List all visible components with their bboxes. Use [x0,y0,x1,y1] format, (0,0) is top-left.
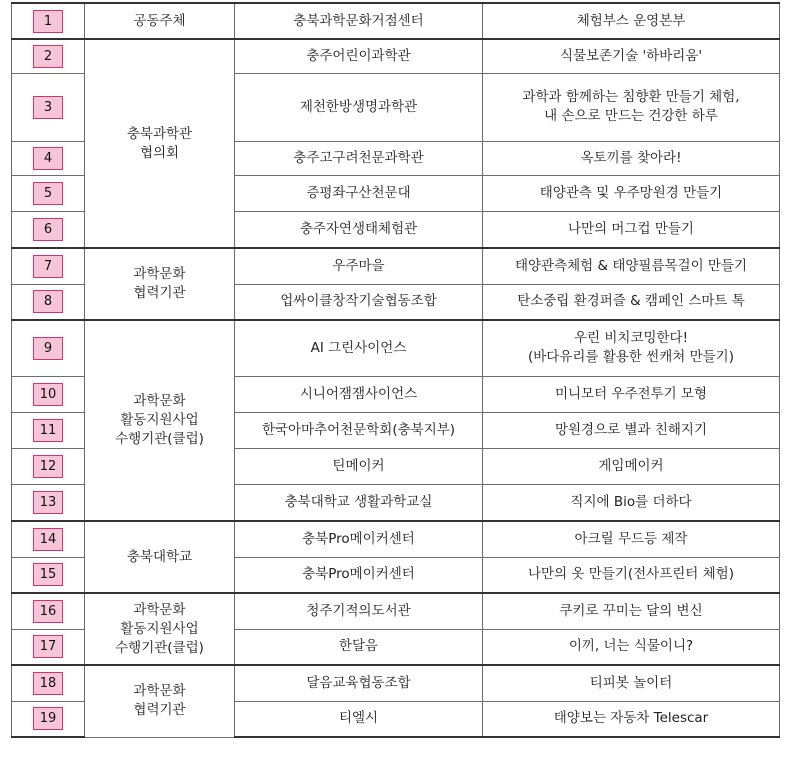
row-number-badge: 16 [33,600,63,623]
category-label: 활동지원사업 [120,412,199,428]
row-number-badge: 12 [33,455,63,478]
row-number-badge: 14 [33,528,63,551]
row-number-cell [12,557,85,593]
organization-cell: 충북과학문화거점센터 [235,3,483,39]
category-label: 협력기관 [133,285,186,301]
program-cell: 망원경으로 별과 친해지기 [483,412,780,448]
program-cell: 태양보는 자동차 Telescar [483,701,780,737]
category-cell [85,39,235,248]
program-cell: 쿠키로 꾸미는 달의 변신 [483,593,780,629]
row-number-cell [12,3,85,39]
category-label: 공동주체 [133,12,186,29]
table-row [12,39,780,73]
organization-cell: AI 그린사이언스 [235,320,483,376]
organization-cell: 제천한방생명과학관 [235,73,483,141]
program-cell [483,320,780,376]
program-cell: 태양관측체험 & 태양필름목걸이 만들기 [483,248,780,284]
category-label: 수행기관(클럽) [115,639,204,656]
organization-cell: 업싸이클창작기술협동조합 [235,284,483,320]
row-number-cell [12,665,85,701]
program-cell: 태양관측 및 우주망원경 만들기 [483,175,780,211]
category-label: 과학문화 [133,601,186,618]
program-cell: 티피봇 놀이터 [483,665,780,701]
organization-cell: 한달음 [235,629,483,665]
organization-cell: 증평좌구산천문대 [235,175,483,211]
program-table [11,2,780,738]
row-number-badge: 5 [33,182,63,205]
row-number-badge: 2 [33,45,63,68]
row-number-badge: 4 [33,147,63,170]
organization-cell: 시니어잼잼사이언스 [235,376,483,412]
row-number-cell [12,320,85,376]
organization-cell: 우주마을 [235,248,483,284]
row-number-badge: 13 [33,491,63,514]
program-cell: 탄소중립 환경퍼즐 & 캠페인 스마트 톡 [483,284,780,320]
row-number-cell [12,73,85,141]
row-number-cell [12,175,85,211]
table-row [12,593,780,629]
organization-cell: 충주고구려천문과학관 [235,141,483,175]
program-line: 내 손으로 만드는 건강한 하루 [544,108,718,124]
program-cell: 체험부스 운영본부 [483,3,780,39]
category-label: 수행기관(클럽) [115,431,204,447]
program-line: (바다유리를 활용한 썬캐쳐 만들기) [528,349,734,366]
row-number-cell [12,448,85,484]
organization-cell: 충주자연생태체험관 [235,211,483,248]
category-label: 과학문화 [133,683,186,700]
row-number-cell [12,593,85,629]
row-number-badge: 10 [33,383,63,406]
program-cell [483,73,780,141]
row-number-cell [12,141,85,175]
row-number-badge: 7 [33,255,63,278]
row-number-badge: 19 [33,707,63,730]
row-number-cell [12,484,85,521]
row-number-cell [12,39,85,73]
organization-cell: 티엘시 [235,701,483,737]
row-number-badge: 15 [33,563,63,586]
row-number-cell [12,701,85,737]
program-cell: 게임메이커 [483,448,780,484]
table-row [12,665,780,701]
row-number-cell [12,521,85,557]
program-line: 과학과 함께하는 침향환 만들기 체험, [522,89,740,105]
row-number-badge: 8 [33,290,63,313]
row-number-cell [12,211,85,248]
row-number-cell [12,376,85,412]
row-number-cell [12,629,85,665]
table-row [12,3,780,39]
row-number-cell [12,284,85,320]
table-row [12,248,780,284]
row-number-badge: 1 [33,10,63,33]
program-cell: 직지에 Bio를 더하다 [483,484,780,521]
organization-cell: 충북Pro메이커센터 [235,521,483,557]
table-row [12,320,780,376]
organization-cell: 틴메이커 [235,448,483,484]
category-cell [85,248,235,320]
category-cell [85,320,235,521]
program-cell: 아크릴 무드등 제작 [483,521,780,557]
program-cell: 나만의 옷 만들기(전사프린터 체험) [483,557,780,593]
program-cell: 식물보존기술 '하바리움' [483,39,780,73]
row-number-badge: 17 [33,635,63,658]
row-number-badge: 6 [33,218,63,241]
row-number-badge: 3 [33,96,63,119]
category-label: 협력기관 [133,702,186,719]
organization-cell: 한국아마추어천문학회(충북지부) [235,412,483,448]
program-cell: 미니모터 우주전투기 모형 [483,376,780,412]
program-cell: 이끼, 너는 식물이니? [483,629,780,665]
table-row [12,521,780,557]
program-line: 우린 비치코밍한다! [573,330,689,347]
organization-cell: 달음교육협동조합 [235,665,483,701]
category-label: 과학문화 [133,266,186,282]
category-label: 활동지원사업 [120,620,199,637]
organization-cell: 청주기적의도서관 [235,593,483,629]
organization-cell: 충북Pro메이커센터 [235,557,483,593]
row-number-cell [12,412,85,448]
row-number-badge: 18 [33,672,63,695]
category-label: 과학문화 [133,393,186,409]
organization-cell: 충주어린이과학관 [235,39,483,73]
category-cell [85,3,235,39]
row-number-cell [12,248,85,284]
row-number-badge: 9 [33,337,63,360]
category-cell [85,593,235,665]
category-label: 충북과학관 [126,125,193,142]
category-cell [85,521,235,593]
category-label: 충북대학교 [126,548,193,565]
category-label: 협의회 [139,144,180,161]
row-number-badge: 11 [33,419,63,442]
category-cell [85,665,235,737]
organization-cell: 충북대학교 생활과학교실 [235,484,483,521]
program-cell: 옥토끼를 찾아라! [483,141,780,175]
program-cell: 나만의 머그컵 만들기 [483,211,780,248]
